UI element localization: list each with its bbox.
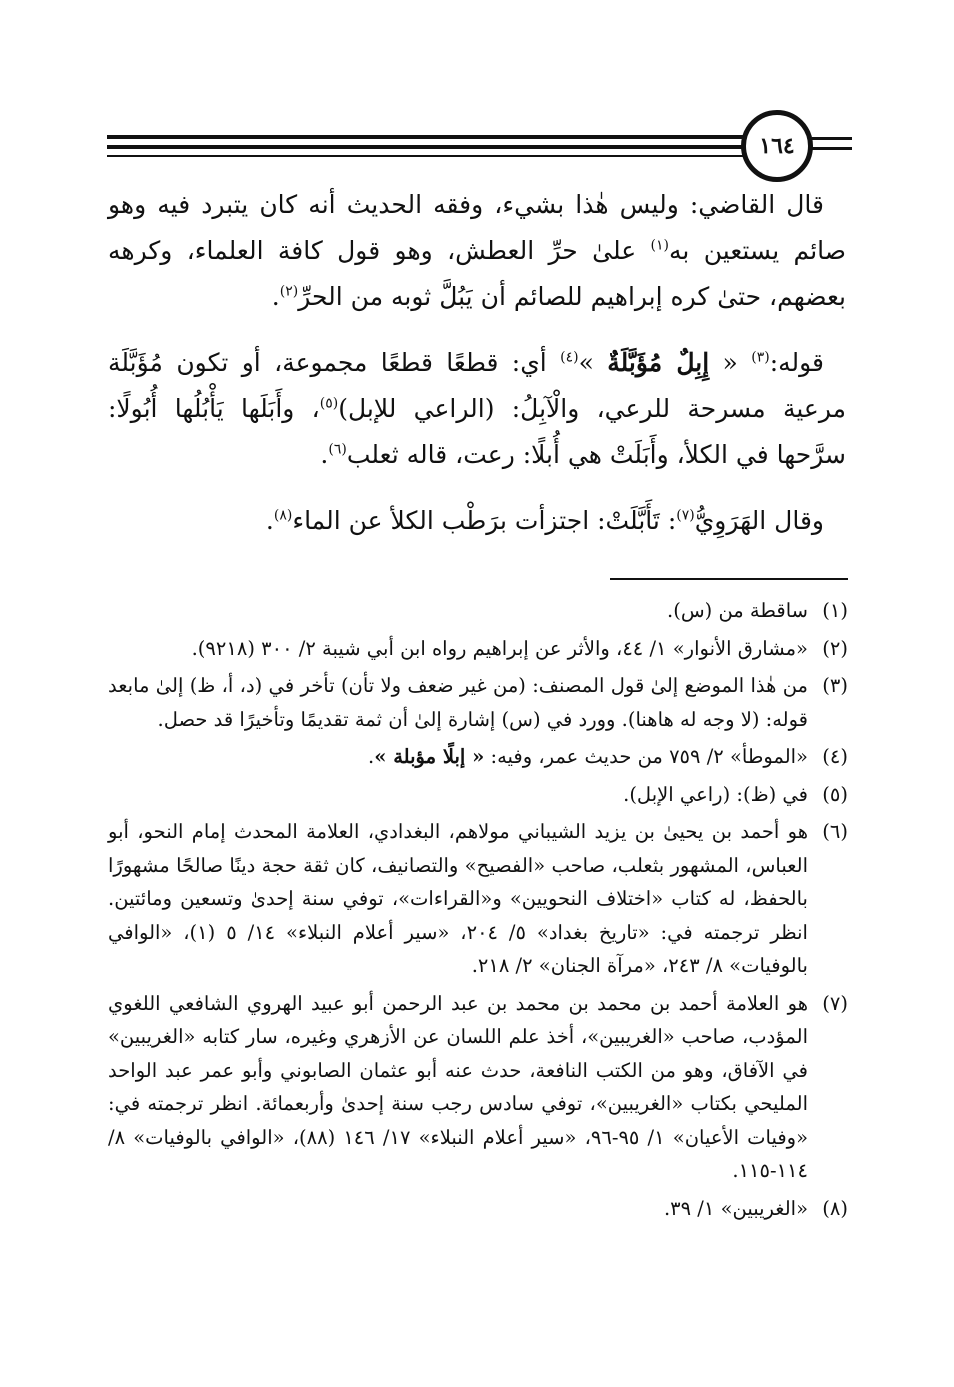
footnote-separator — [610, 578, 848, 580]
footnote-text: هو أحمد بن يحيىٰ بن يزيد الشيباني مولاهم، البغدادي، العلامة المحدث إمام النحو، أبو العباس، المشهور بثعلب، صاحب «الفصيح» والتصانيف، كان ثقة حجة دينًا صالحًا مشهورًا بالحفظ، له كتاب «اختلاف النحويين» و«القراءات»، توفي سنة إحدىٰ وتسعين ومائتين. انظر ترجمته في: «تاريخ بغداد» ٥/ ٢٠٤، «سير أعلام النبلاء» ١٤/ ٥ (١)، «الوافي بالوفيات» ٨/ ٢٤٣، «مرآة الجنان» ٢/ ٢١٨. — [108, 820, 808, 977]
quoted-term: إِبِلٌ مُؤَبَّلَةٌ — [607, 348, 710, 377]
footnote-ref[interactable]: (٧) — [676, 507, 695, 524]
footnote-text: هو العلامة أحمد بن محمد بن محمد بن عبد الرحمن أبو عبيد الهروي الشافعي اللغوي المؤدب، صاحب «الغريبين»، أخذ علم اللسان عن الأزهري وغيره، سار كتابه «الغريبين» في الآفاق، وهو من الكتب النافعة، حدث عنه أبو عثمان الصابوني وأبو عمر عبد الواحد المليحي بكتاب «الغريبين»، توفي سادس رجب سنة إحدىٰ وأربعمائة. انظر ترجمته في: «وفيات الأعيان» ١/ ٩٥-٩٦، «سير أعلام النبلاء» ١٧/ ١٤٦ (٨٨)، «الوافي بالوفيات» ٨/ ١١٤-١١٥. — [108, 991, 809, 1182]
header-rule — [812, 147, 852, 150]
footnote-item — [108, 669, 848, 736]
footnote-number: (٣) — [822, 674, 848, 697]
main-text — [108, 182, 846, 544]
header-rule — [107, 135, 747, 139]
footnote-number: (٨) — [822, 1196, 848, 1220]
header-rule — [107, 155, 747, 157]
paragraph-1: قال القاضي: وليس هٰذا بشيء، وفقه الحديث أنه كان يتبرد فيه وهو صائم يستعين به$^{(١)}$ علىٰ حرِّ العطش، وهو قول كافة العلماء، وكرهه بعضهم، حتىٰ كره إبراهيم للصائم أن يَبُلَّ ثوبه من الحرِّ$^{(٢)}$. — [108, 190, 846, 311]
footnote-text: «الغريبين» ١/ ٣٩. — [663, 1196, 808, 1220]
footnote-text: ساقطة من (س). — [667, 599, 808, 622]
footnote-ref[interactable]: (١) — [650, 237, 670, 254]
footnote-item — [108, 594, 848, 628]
footnote-item — [108, 632, 848, 666]
paragraph-3: وقال الهَرَوِيُّ$^{(٧)}$: تَأَبَّلَتْ: اجتزأت برَطْب الكلأ عن الماء$^{(٨)}$. — [265, 506, 824, 535]
footnote-item — [108, 778, 848, 812]
footnote-number: (٤) — [822, 745, 848, 768]
footnote-text: «مشارق الأنوار» ١/ ٤٤، والأثر عن إبراهيم رواه ابن أبي شيبة ٢/ ٣٠٠ (٩٢١٨). — [191, 636, 808, 660]
footnote-number: (٢) — [822, 636, 848, 660]
header-rule — [812, 137, 852, 140]
footnote-ref[interactable]: (٨) — [273, 507, 293, 524]
page-number: ١٦٤ — [741, 110, 813, 182]
quoted-term: « إبلًا مؤبلة » — [374, 745, 485, 768]
footnote-number: (٧) — [822, 991, 848, 1015]
footnote-item — [108, 987, 848, 1188]
footnote-item — [108, 815, 848, 983]
paragraph-2: قوله:$^{(٣)}$ « إِبِلٌ مُؤَبَّلَةٌ »$^{(٤)}$ أي: قطعًا قطعًا مجموعة، أو تكون مُؤَبَّلَة مرعية مسرحة للرعي، والْآبِلُ: (الراعي للإبل)$^{(٥)}$، وأَبَلَها يَأْبُلُها أُبُولًا: سرَّحها في الكلأ، وأَبَلَتْ هي أُبلًا: رعت، قاله ثعلب$^{(٦)}$. — [108, 348, 846, 469]
footnote-ref[interactable]: (٣) — [751, 349, 770, 366]
footnote-number: (٦) — [822, 820, 848, 843]
footnote-number: (٥) — [822, 782, 848, 806]
footnote-item — [108, 1192, 848, 1226]
footnote-text: في (ظ): (راعي الإبل). — [623, 782, 808, 806]
footnote-ref[interactable]: (٥) — [319, 395, 339, 412]
footnote-ref[interactable]: (٤) — [560, 349, 579, 366]
header-rule — [107, 145, 747, 149]
footnote-ref[interactable]: (٦) — [328, 441, 347, 458]
footnotes — [108, 594, 848, 1229]
footnote-ref[interactable]: (٢) — [279, 283, 299, 300]
footnote-text: من هٰذا الموضع إلىٰ قول المصنف: (من غير ضعف ولا تأن) تأخر في (د، أ، ظ) إلىٰ مابعد قوله: (لا وجه له هاهنا). وورد في (س) إشارة إلىٰ أن ثمة تقديمًا وتأخيرًا قد حصل. — [108, 674, 808, 731]
footnote-number: (١) — [822, 599, 848, 622]
footnote-item — [108, 740, 848, 774]
footnote-text: «الموطأ» ٢/ ٧٥٩ من حديث عمر، وفيه: « إبلًا مؤبلة ». — [368, 745, 808, 768]
